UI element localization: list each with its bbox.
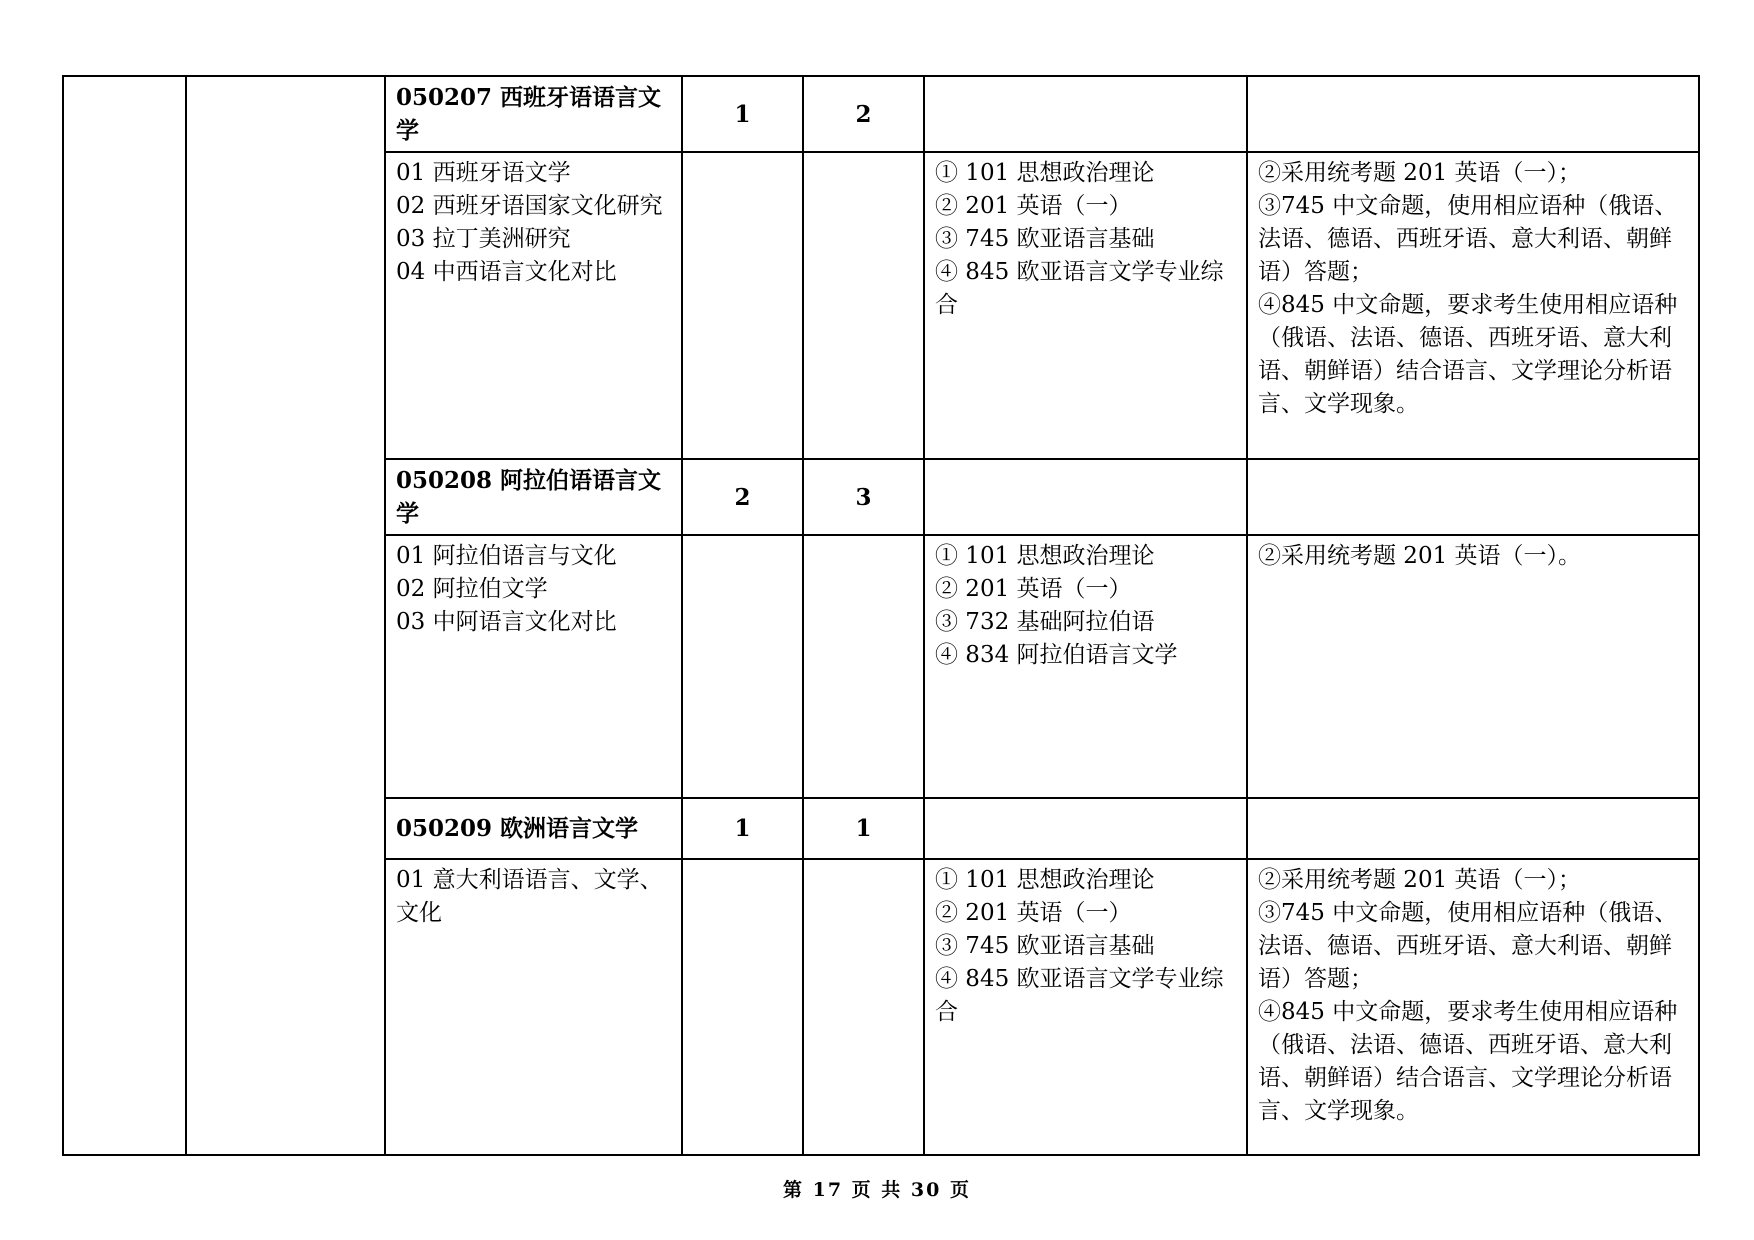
- empty-cell: [924, 76, 1247, 152]
- direction-item: 03 中阿语言文化对比: [396, 609, 617, 635]
- exam-item: ③ 745 欧亚语言基础: [935, 226, 1155, 252]
- major-row: [63, 76, 1699, 152]
- quota-count: 2: [682, 459, 803, 535]
- remarks: [1247, 859, 1699, 1155]
- admissions-table: [62, 75, 1700, 1156]
- exam-subjects: [924, 859, 1247, 1155]
- empty-cell: [682, 859, 803, 1155]
- direction-item: 04 中西语言文化对比: [396, 259, 617, 285]
- empty-cell: [924, 798, 1247, 859]
- direction-item: 03 拉丁美洲研究: [396, 226, 571, 252]
- empty-cell: [682, 535, 803, 798]
- exam-subjects: [924, 152, 1247, 459]
- research-directions: [385, 859, 682, 1155]
- quota-count-secondary: 3: [803, 459, 924, 535]
- empty-cell: [1247, 76, 1699, 152]
- exam-item: ④ 845 欧亚语言文学专业综合: [935, 259, 1224, 318]
- quota-count-secondary: 1: [803, 798, 924, 859]
- department-info-cell: [186, 76, 385, 1155]
- direction-item: 01 意大利语语言、文学、文化: [396, 867, 663, 926]
- exam-subjects: [924, 535, 1247, 798]
- exam-item: ① 101 思想政治理论: [935, 867, 1155, 893]
- exam-item: ② 201 英语（一）: [935, 900, 1132, 926]
- remarks: [1247, 535, 1699, 798]
- page-number: 第 17 页 共 30 页: [783, 1179, 971, 1201]
- quota-count: 1: [682, 76, 803, 152]
- research-directions: [385, 152, 682, 459]
- direction-item: 01 西班牙语文学: [396, 160, 571, 186]
- research-directions: [385, 535, 682, 798]
- empty-cell: [803, 859, 924, 1155]
- empty-cell: [803, 152, 924, 459]
- empty-cell: [682, 152, 803, 459]
- exam-item: ④ 845 欧亚语言文学专业综合: [935, 966, 1224, 1025]
- department-cell: [63, 76, 186, 1155]
- exam-item: ① 101 思想政治理论: [935, 160, 1155, 186]
- quota-count: 1: [682, 798, 803, 859]
- direction-item: 02 阿拉伯文学: [396, 576, 548, 602]
- empty-cell: [924, 459, 1247, 535]
- empty-cell: [1247, 798, 1699, 859]
- quota-count-secondary: 2: [803, 76, 924, 152]
- exam-item: ① 101 思想政治理论: [935, 543, 1155, 569]
- remarks: [1247, 152, 1699, 459]
- empty-cell: [1247, 459, 1699, 535]
- exam-item: ③ 732 基础阿拉伯语: [935, 609, 1155, 635]
- exam-item: ③ 745 欧亚语言基础: [935, 933, 1155, 959]
- direction-item: 01 阿拉伯语言与文化: [396, 543, 617, 569]
- major-title: 050207 西班牙语语言文学: [385, 76, 682, 152]
- major-title: 050209 欧洲语言文学: [385, 798, 682, 859]
- remark-item: ④845 中文命题，要求考生使用相应语种（俄语、法语、德语、西班牙语、意大利语、朝鲜语）结合语言、文学理论分析语言、文学现象。: [1258, 292, 1678, 417]
- remark-item: ③745 中文命题，使用相应语种（俄语、法语、德语、西班牙语、意大利语、朝鲜语）答题；: [1258, 193, 1678, 285]
- remark-item: ③745 中文命题，使用相应语种（俄语、法语、德语、西班牙语、意大利语、朝鲜语）答题；: [1258, 900, 1678, 992]
- remark-item: ②采用统考题 201 英语（一）；: [1258, 160, 1582, 186]
- remark-item: ④845 中文命题，要求考生使用相应语种（俄语、法语、德语、西班牙语、意大利语、朝鲜语）结合语言、文学理论分析语言、文学现象。: [1258, 999, 1678, 1124]
- major-title: 050208 阿拉伯语语言文学: [385, 459, 682, 535]
- direction-item: 02 西班牙语国家文化研究: [396, 193, 663, 219]
- exam-item: ② 201 英语（一）: [935, 193, 1132, 219]
- empty-cell: [803, 535, 924, 798]
- exam-item: ② 201 英语（一）: [935, 576, 1132, 602]
- remark-item: ②采用统考题 201 英语（一）；: [1258, 867, 1582, 893]
- exam-item: ④ 834 阿拉伯语言文学: [935, 642, 1178, 668]
- remark-item: ②采用统考题 201 英语（一）。: [1258, 543, 1582, 569]
